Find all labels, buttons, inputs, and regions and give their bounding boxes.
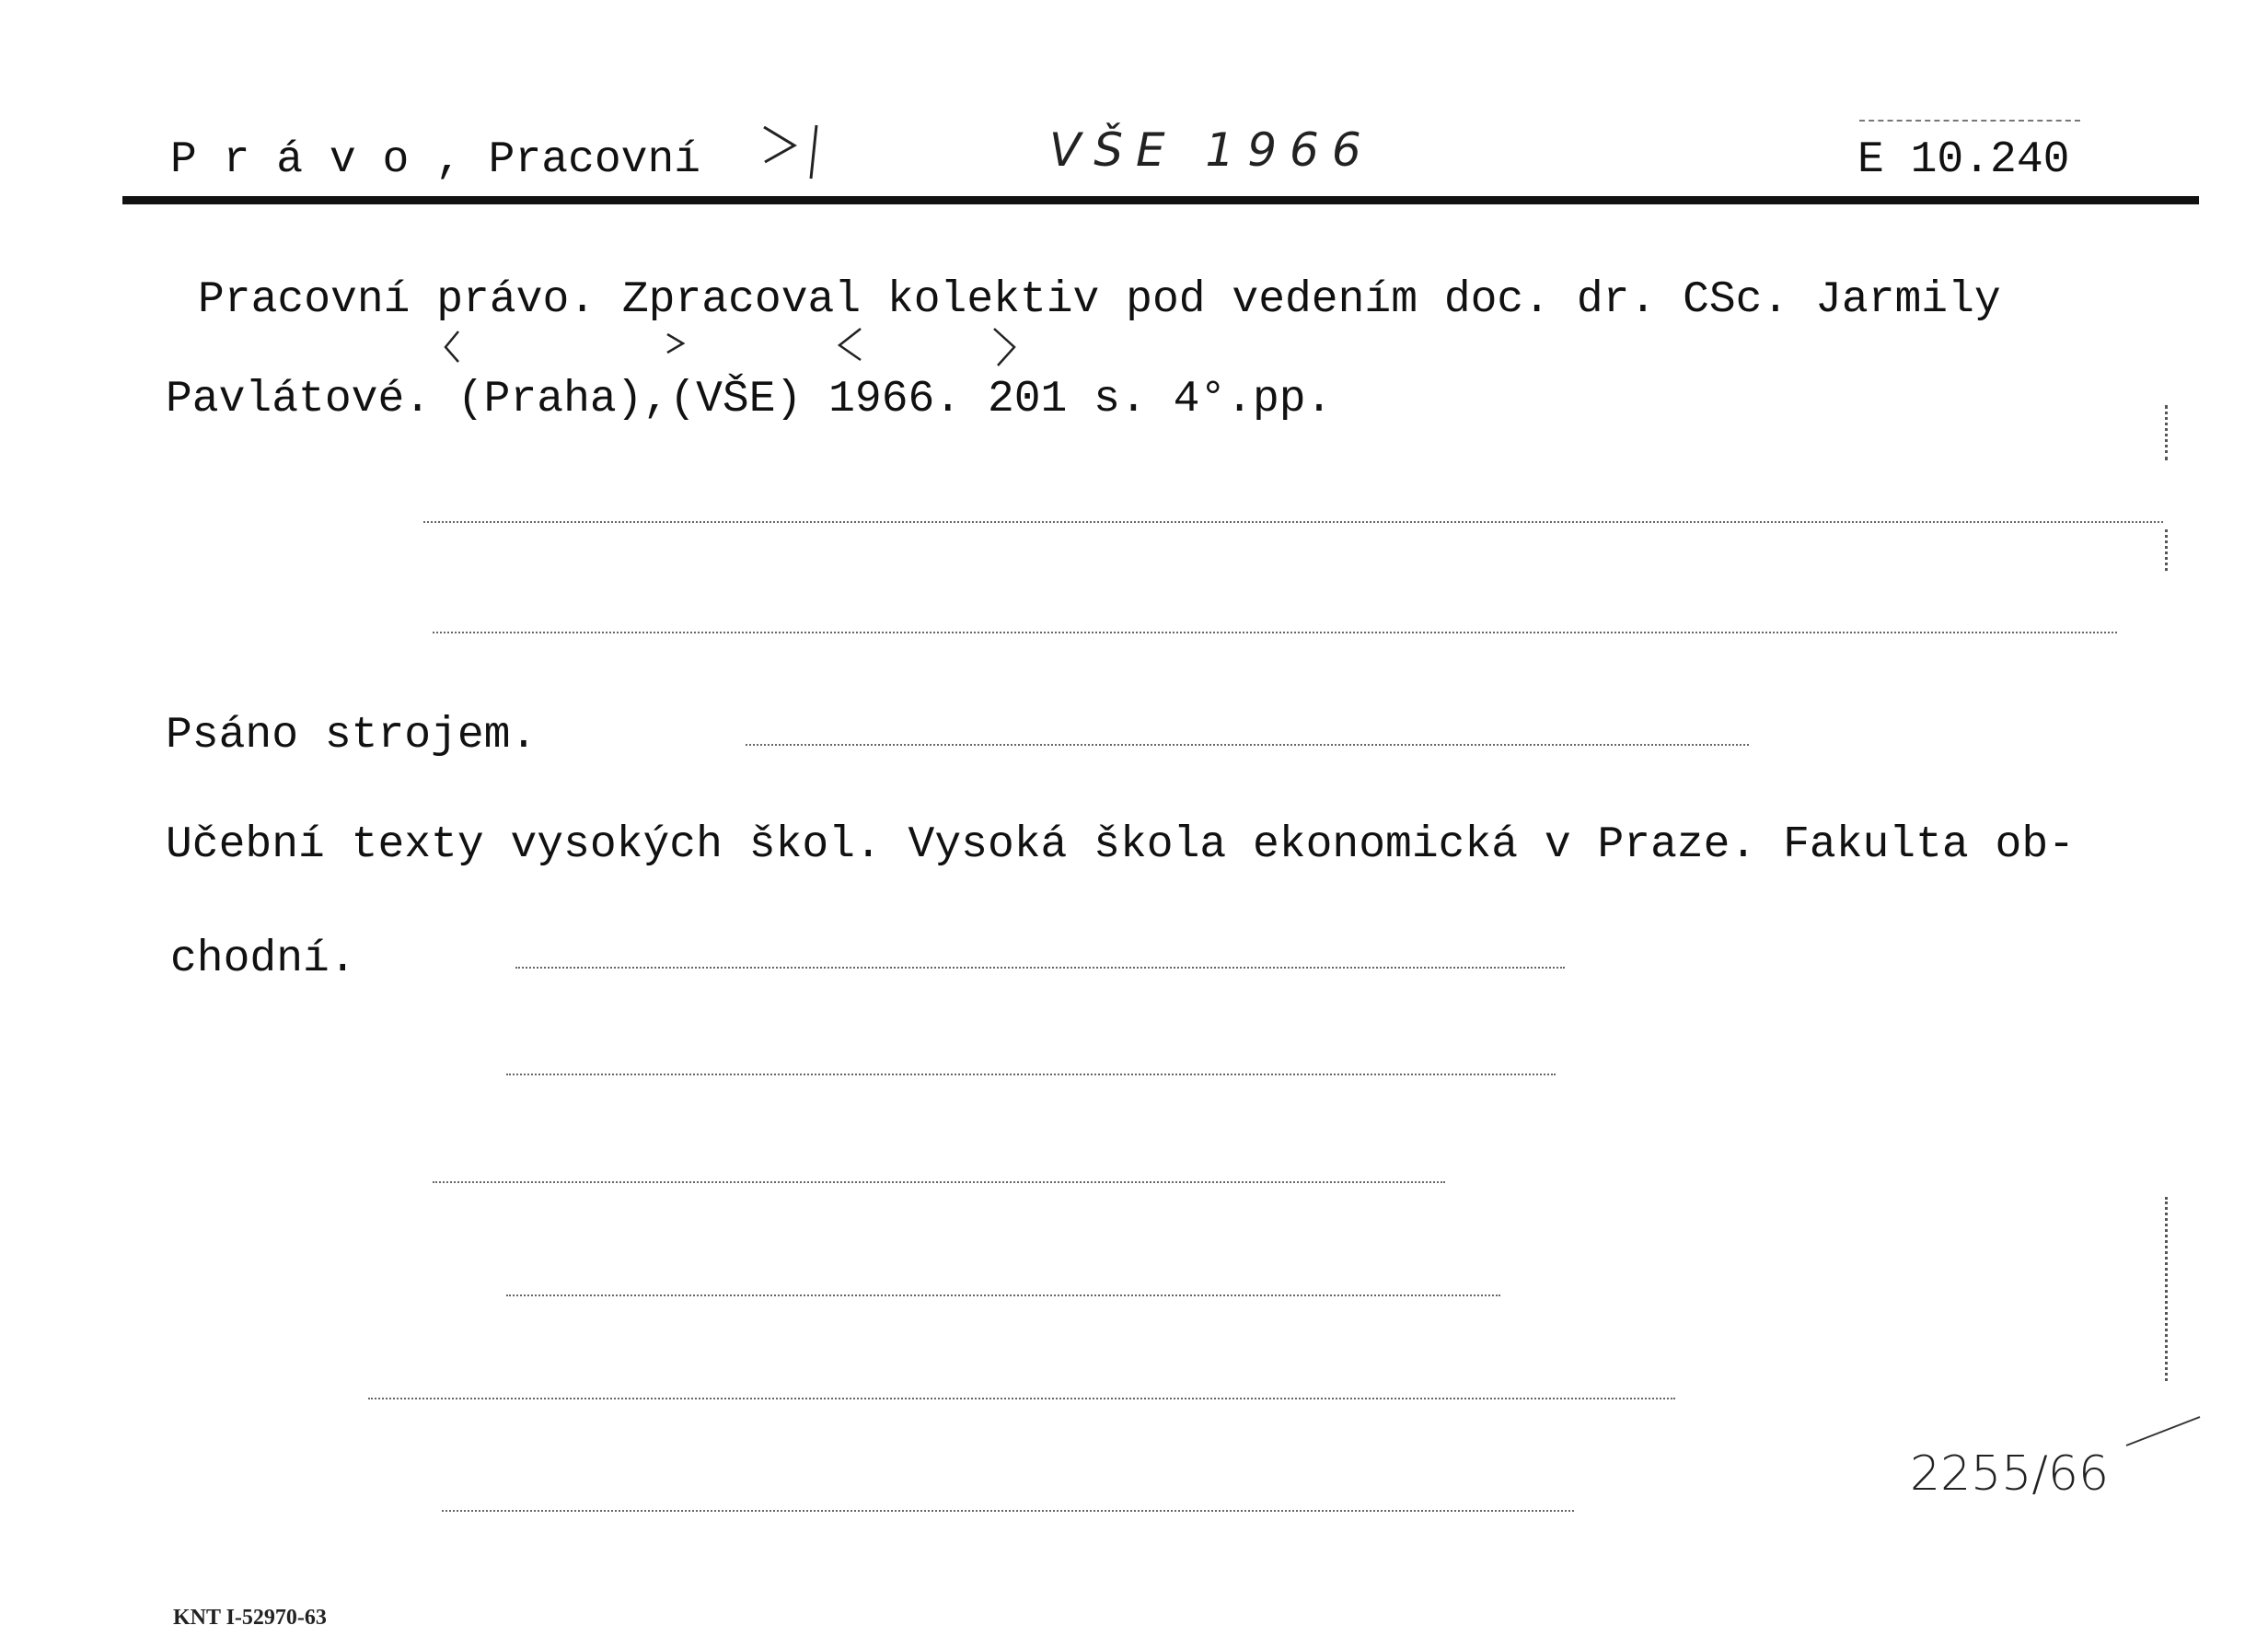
call-number-overline (1859, 120, 2080, 122)
note-series-line-2: chodní. (170, 935, 356, 984)
note-typewritten: Psáno strojem. (166, 711, 538, 760)
entry-line-2: Pavlátové. (Praha),(VŠE) 1966. 201 s. 4°.pp. (166, 375, 1333, 424)
note-series-line-1: Učební texty vysokých škol. Vysoká škola ekonomická v Praze. Fakulta ob- (166, 820, 2075, 870)
handwritten-bracket-mark (759, 120, 833, 184)
ruled-line (515, 967, 1565, 969)
edge-dots (2165, 1197, 2168, 1381)
ruled-line (433, 632, 2117, 633)
entry-line-1: Pracovní právo. Zpracoval kolektiv pod vedením doc. dr. CSc. Jarmily (198, 275, 2001, 325)
pencil-stroke (2122, 1413, 2204, 1450)
ruled-line (423, 521, 2163, 523)
header-rule (122, 196, 2199, 204)
ruled-line (506, 1295, 1500, 1296)
handwritten-correction-marks (442, 327, 1086, 382)
ruled-line (506, 1074, 1556, 1075)
call-number: E 10.240 (1857, 135, 2070, 185)
subject-heading: P r á v o , Pracovní (170, 135, 701, 185)
accession-number: 2255/66 (1910, 1446, 2110, 1502)
ruled-line (442, 1510, 1574, 1512)
handwritten-note: VŠE 1966 (1049, 123, 1374, 177)
ruled-line (433, 1181, 1445, 1183)
ruled-line (746, 744, 1749, 746)
edge-dots (2165, 529, 2168, 571)
edge-dots (2165, 405, 2168, 460)
printer-code: KNT I-52970-63 (173, 1606, 327, 1630)
ruled-line (368, 1398, 1675, 1399)
